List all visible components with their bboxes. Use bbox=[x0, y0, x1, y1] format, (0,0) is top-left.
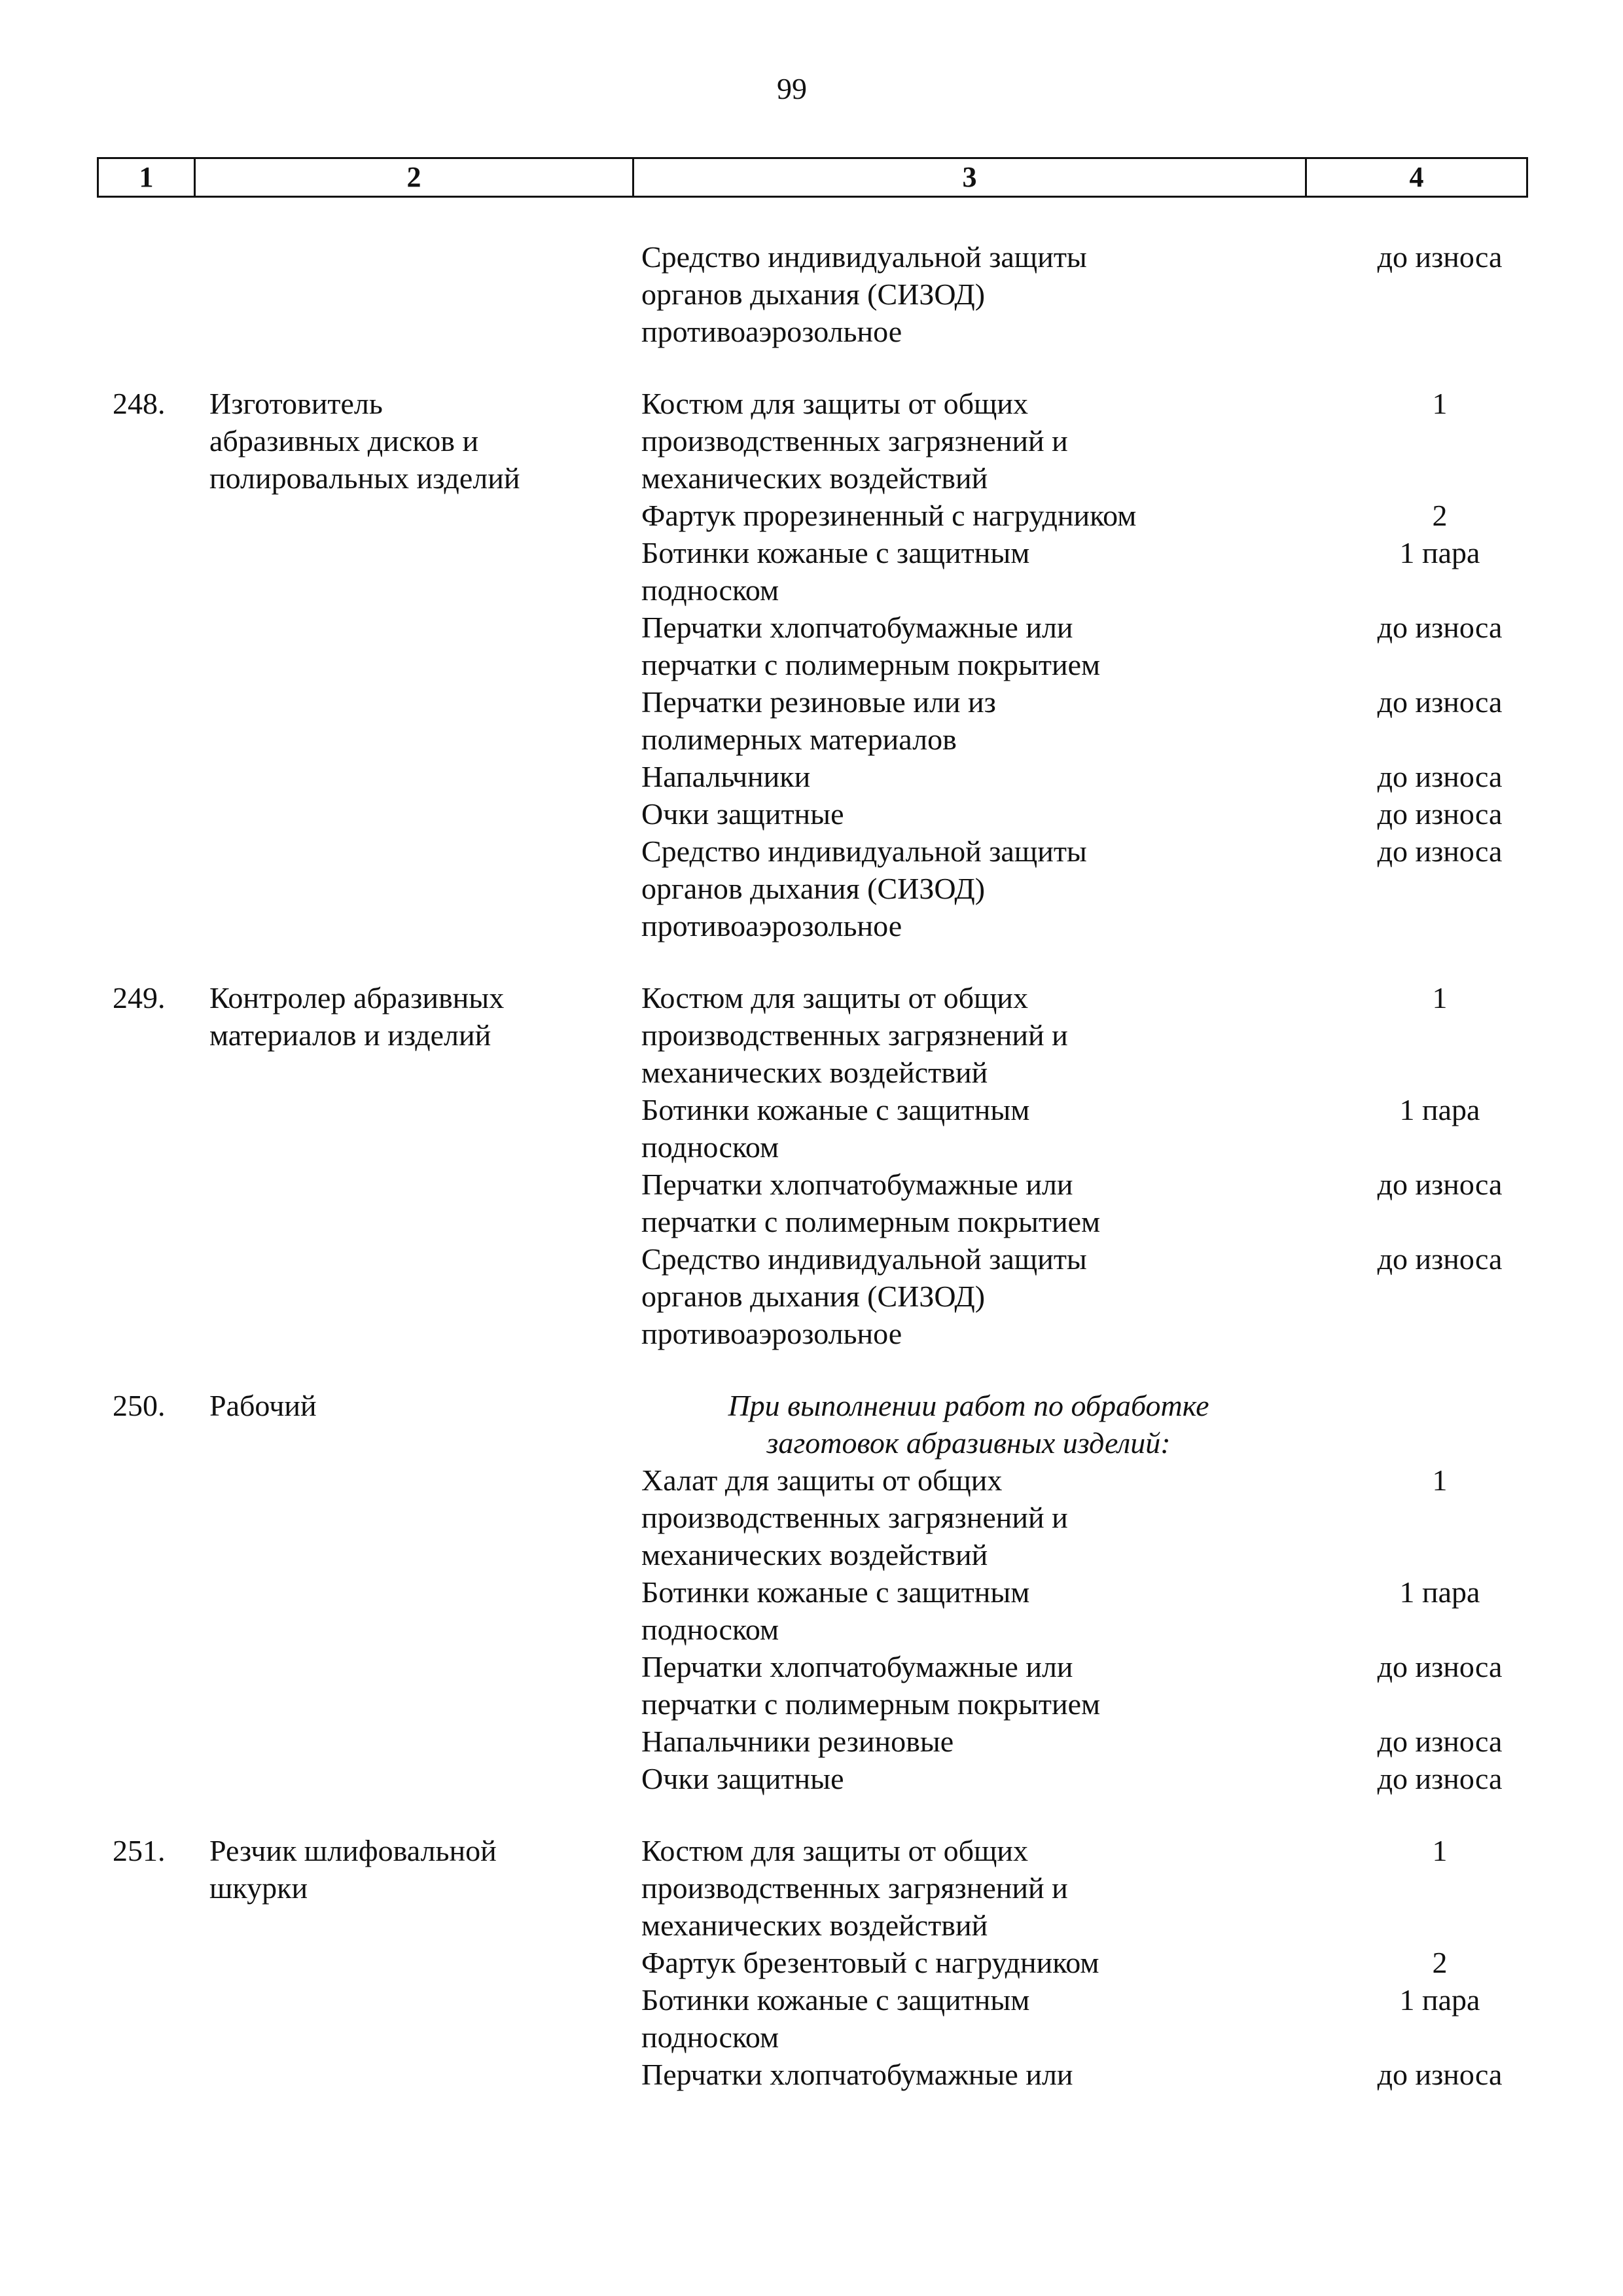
ppe-item: Халат для защиты от общих bbox=[641, 1463, 1003, 1497]
ppe-item: полимерных материалов bbox=[641, 723, 957, 756]
ppe-item: органов дыхания (СИЗОД) bbox=[641, 872, 986, 905]
ppe-item: производственных загрязнений и bbox=[641, 1018, 1068, 1052]
row-spacer bbox=[0, 1797, 1623, 1832]
ppe-item: производственных загрязнений и bbox=[641, 1871, 1068, 1905]
table-row bbox=[0, 721, 1623, 758]
table-row bbox=[0, 422, 1623, 459]
table-row bbox=[0, 1723, 1623, 1760]
issue-norm: 1 пара bbox=[1399, 1093, 1480, 1126]
ppe-item: Перчатки хлопчатобумажные или bbox=[641, 1168, 1073, 1201]
table-row bbox=[0, 609, 1623, 646]
ppe-item: Средство индивидуальной защиты bbox=[641, 1242, 1087, 1276]
condition-note: При выполнении работ по обработке bbox=[728, 1389, 1209, 1422]
ppe-item: механических воздействий bbox=[641, 461, 988, 495]
issue-norm: 1 bbox=[1432, 1834, 1448, 1867]
table-row bbox=[0, 1166, 1623, 1203]
ppe-item: Фартук брезентовый с нагрудником bbox=[641, 1946, 1099, 1979]
table-row bbox=[0, 1054, 1623, 1091]
row-number: 250. bbox=[113, 1389, 166, 1422]
table-row bbox=[0, 2018, 1623, 2056]
ppe-item: перчатки с полимерным покрытием bbox=[641, 1205, 1101, 1238]
profession-name: Изготовитель bbox=[209, 387, 383, 420]
ppe-item: механических воздействий bbox=[641, 1538, 988, 1571]
table-row bbox=[0, 1499, 1623, 1536]
table-row bbox=[0, 1240, 1623, 1278]
table-row bbox=[0, 1611, 1623, 1648]
ppe-item: Средство индивидуальной защиты bbox=[641, 240, 1087, 274]
table-row bbox=[0, 1981, 1623, 2018]
table-body bbox=[0, 238, 1623, 2093]
table-row bbox=[0, 1424, 1623, 1462]
table-row bbox=[0, 870, 1623, 907]
issue-norm: 1 bbox=[1432, 387, 1448, 420]
table-row bbox=[0, 979, 1623, 1016]
ppe-item: Перчатки хлопчатобумажные или bbox=[641, 611, 1073, 644]
issue-norm: до износа bbox=[1377, 797, 1503, 831]
ppe-item: органов дыхания (СИЗОД) bbox=[641, 278, 986, 311]
ppe-item: Фартук прорезиненный с нагрудником bbox=[641, 499, 1137, 532]
table-row bbox=[0, 1016, 1623, 1054]
table-row bbox=[0, 1832, 1623, 1869]
table-row bbox=[0, 385, 1623, 422]
table-row bbox=[0, 683, 1623, 721]
issue-norm: 2 bbox=[1432, 1946, 1448, 1979]
ppe-item: Перчатки хлопчатобумажные или bbox=[641, 1650, 1073, 1683]
ppe-item: Очки защитные bbox=[641, 797, 844, 831]
issue-norm: до износа bbox=[1377, 685, 1503, 719]
ppe-item: Перчатки резиновые или из bbox=[641, 685, 996, 719]
ppe-item: органов дыхания (СИЗОД) bbox=[641, 1280, 986, 1313]
table-row bbox=[0, 534, 1623, 571]
table-row bbox=[0, 571, 1623, 609]
ppe-item: подноском bbox=[641, 2020, 779, 2054]
ppe-item: Костюм для защиты от общих bbox=[641, 387, 1029, 420]
issue-norm: до износа bbox=[1377, 1762, 1503, 1795]
table-row bbox=[0, 1869, 1623, 1907]
issue-norm: до износа bbox=[1377, 834, 1503, 868]
table-row bbox=[0, 1648, 1623, 1685]
ppe-item: перчатки с полимерным покрытием bbox=[641, 648, 1101, 681]
ppe-item: Ботинки кожаные с защитным bbox=[641, 1575, 1030, 1609]
table-row bbox=[0, 497, 1623, 534]
row-spacer bbox=[0, 944, 1623, 979]
issue-norm: 1 bbox=[1432, 1463, 1448, 1497]
row-spacer bbox=[0, 1352, 1623, 1387]
ppe-item: Костюм для защиты от общих bbox=[641, 981, 1029, 1014]
ppe-item: механических воздействий bbox=[641, 1056, 988, 1089]
profession-name: Контролер абразивных bbox=[209, 981, 505, 1014]
ppe-item: производственных загрязнений и bbox=[641, 1501, 1068, 1534]
ppe-item: подноском bbox=[641, 1130, 779, 1164]
table-row bbox=[0, 795, 1623, 833]
ppe-item: Очки защитные bbox=[641, 1762, 844, 1795]
issue-norm: до износа bbox=[1377, 1242, 1503, 1276]
table-row bbox=[0, 1091, 1623, 1128]
ppe-item: Ботинки кожаные с защитным bbox=[641, 536, 1030, 569]
issue-norm: 1 bbox=[1432, 981, 1448, 1014]
ppe-item: Средство индивидуальной защиты bbox=[641, 834, 1087, 868]
ppe-item: производственных загрязнений и bbox=[641, 424, 1068, 457]
ppe-item: противоаэрозольное bbox=[641, 909, 902, 942]
profession-name: Рабочий bbox=[209, 1389, 317, 1422]
ppe-item: противоаэрозольное bbox=[641, 315, 902, 348]
profession-name: Резчик шлифовальной bbox=[209, 1834, 497, 1867]
row-spacer bbox=[0, 350, 1623, 385]
page-number: 99 bbox=[777, 72, 807, 105]
ppe-item: Напальчники bbox=[641, 760, 811, 793]
ppe-item: перчатки с полимерным покрытием bbox=[641, 1687, 1101, 1721]
table-row bbox=[0, 758, 1623, 795]
table-row bbox=[0, 907, 1623, 944]
issue-norm: до износа bbox=[1377, 1650, 1503, 1683]
profession-name: шкурки bbox=[209, 1871, 308, 1905]
issue-norm: 2 bbox=[1432, 499, 1448, 532]
ppe-item: Перчатки хлопчатобумажные или bbox=[641, 2058, 1073, 2091]
issue-norm: 1 пара bbox=[1399, 1575, 1480, 1609]
table-row bbox=[0, 1203, 1623, 1240]
profession-name: материалов и изделий bbox=[209, 1018, 491, 1052]
ppe-item: противоаэрозольное bbox=[641, 1317, 902, 1350]
column-header-row bbox=[97, 157, 1528, 198]
ppe-item: Ботинки кожаные с защитным bbox=[641, 1093, 1030, 1126]
table-row bbox=[0, 1128, 1623, 1166]
table-row bbox=[0, 1462, 1623, 1499]
ppe-item: подноском bbox=[641, 1613, 779, 1646]
table-row bbox=[0, 1387, 1623, 1424]
ppe-item: Ботинки кожаные с защитным bbox=[641, 1983, 1030, 2017]
continuation-line bbox=[0, 313, 1623, 350]
column-header-1: 1 bbox=[99, 159, 196, 196]
continuation-line bbox=[0, 276, 1623, 313]
row-number: 249. bbox=[113, 981, 166, 1014]
continuation-line bbox=[0, 238, 1623, 276]
issue-norm: до износа bbox=[1377, 240, 1503, 274]
issue-norm: 1 пара bbox=[1399, 1983, 1480, 2017]
issue-norm: до износа bbox=[1377, 1725, 1503, 1758]
profession-name: полировальных изделий bbox=[209, 461, 520, 495]
issue-norm: до износа bbox=[1377, 2058, 1503, 2091]
table-row bbox=[0, 1536, 1623, 1573]
column-header-3: 3 bbox=[634, 159, 1307, 196]
row-number: 251. bbox=[113, 1834, 166, 1867]
issue-norm: до износа bbox=[1377, 611, 1503, 644]
table-row bbox=[0, 1944, 1623, 1981]
table-row bbox=[0, 1907, 1623, 1944]
column-header-2: 2 bbox=[196, 159, 634, 196]
ppe-item: подноском bbox=[641, 573, 779, 607]
table-row bbox=[0, 1315, 1623, 1352]
table-row bbox=[0, 646, 1623, 683]
table-row bbox=[0, 459, 1623, 497]
ppe-item: Костюм для защиты от общих bbox=[641, 1834, 1029, 1867]
issue-norm: 1 пара bbox=[1399, 536, 1480, 569]
table-row bbox=[0, 833, 1623, 870]
issue-norm: до износа bbox=[1377, 760, 1503, 793]
condition-note: заготовок абразивных изделий: bbox=[766, 1426, 1171, 1460]
table-row bbox=[0, 2056, 1623, 2093]
issue-norm: до износа bbox=[1377, 1168, 1503, 1201]
row-number: 248. bbox=[113, 387, 166, 420]
table-row bbox=[0, 1685, 1623, 1723]
table-row bbox=[0, 1760, 1623, 1797]
table-row bbox=[0, 1278, 1623, 1315]
profession-name: абразивных дисков и bbox=[209, 424, 479, 457]
column-header-4: 4 bbox=[1409, 161, 1424, 193]
ppe-item: Напальчники резиновые bbox=[641, 1725, 954, 1758]
ppe-item: механических воздействий bbox=[641, 1909, 988, 1942]
table-row bbox=[0, 1573, 1623, 1611]
